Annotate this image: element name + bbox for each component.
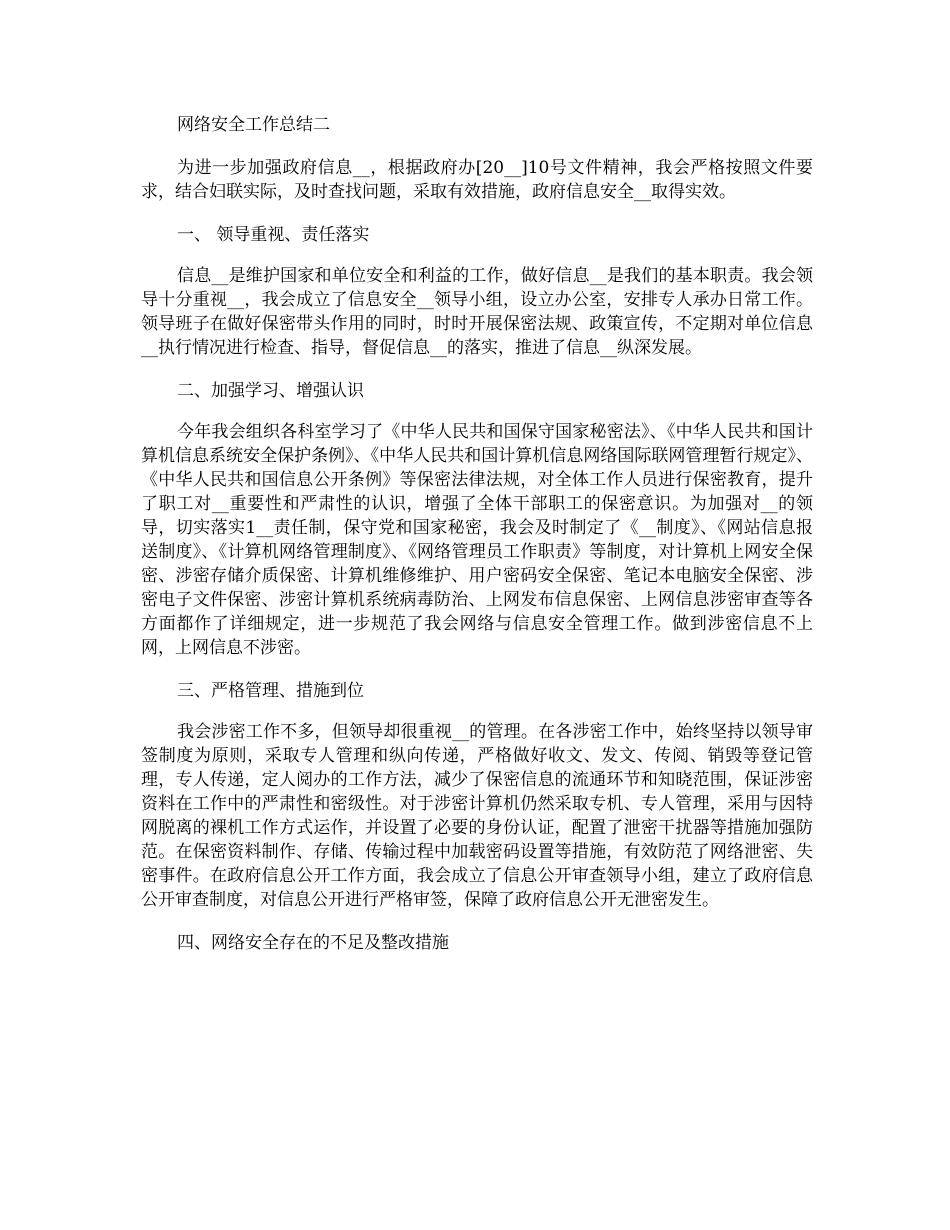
section-paragraph-3: 我会涉密工作不多，但领导却很重视__的管理。在各涉密工作中，始终坚持以领导审签制度为原则，采取专人管理和纵向传递，严格做好收文、发文、传阅、销毁等登记管理，专人传递，定人阅办的工作方法，减少了保密信息的流通环节和知晓范围，保证涉密资料在工作中的严肃性和密级性。对于涉密计算机仍然采取专机、专人管理，采用与因特网脱离的裸机工作方式运作，并设置了必要的身份认证，配置了泄密干扰器等措施加强防范。在保密资料制作、存储、传输过程中加载密码设置等措施，有效防范了网络泄密、失密事件。在政府信息公开工作方面，我会成立了信息公开审查领导小组，建立了政府信息公开审查制度，对信息公开进行严格审签，保障了政府信息公开无泄密发生。 — [141, 722, 813, 910]
spacer — [141, 142, 813, 156]
document-body — [141, 108, 813, 960]
spacer — [141, 660, 813, 674]
spacer — [141, 360, 813, 374]
spacer — [141, 204, 813, 218]
section-heading-3: 三、严格管理、措施到位 — [177, 681, 364, 701]
intro-paragraph: 为进一步加强政府信息__，根据政府办[20__]10号文件精神，我会严格按照文件要求，结合妇联实际，及时查找问题，采取有效措施，政府信息安全__取得实效。 — [141, 158, 813, 202]
section-heading-2: 二、加强学习、增强认识 — [177, 381, 364, 401]
spacer — [141, 912, 813, 926]
spacer — [141, 408, 813, 420]
section-heading-1: 一、 领导重视、责任落实 — [177, 225, 370, 245]
section-heading-4: 四、网络安全存在的不足及整改措施 — [177, 933, 449, 953]
document-title: 网络安全工作总结二 — [177, 115, 330, 135]
section-paragraph-1: 信息__是维护国家和单位安全和利益的工作，做好信息__是我们的基本职责。我会领导十分重视__，我会成立了信息安全__领导小组，设立办公室，安排专人承办日常工作。领导班子在做好保密带头作用的同时，时时开展保密法规、政策宣传，不定期对单位信息__执行情况进行检查、指导，督促信息__的落实，推进了信息__纵深发展。 — [141, 266, 813, 358]
section-paragraph-2: 今年我会组织各科室学习了《中华人民共和国保守国家秘密法》、《中华人民共和国计算机信息系统安全保护条例》、《中华人民共和国计算机信息网络国际联网管理暂行规定》、《中华人民共和国信息公开条例》等保密法律法规，对全体工作人员进行保密教育，提升了职工对__重要性和严肃性的认识，增强了全体干部职工的保密意识。为加强对__的领导，切实落实1__责任制，保守党和国家秘密，我会及时制定了《__制度》、《网站信息报送制度》、《计算机网络管理制度》、《网络管理员工作职责》等制度，对计算机上网安全保密、涉密存储介质保密、计算机维修维护、用户密码安全保密、笔记本电脑安全保密、涉密电子文件保密、涉密计算机系统病毒防治、上网发布信息保密、上网信息涉密审查等各方面都作了详细规定，进一步规范了我会网络与信息安全管理工作。做到涉密信息不上网，上网信息不涉密。 — [141, 422, 813, 658]
spacer — [141, 252, 813, 264]
spacer — [141, 708, 813, 720]
